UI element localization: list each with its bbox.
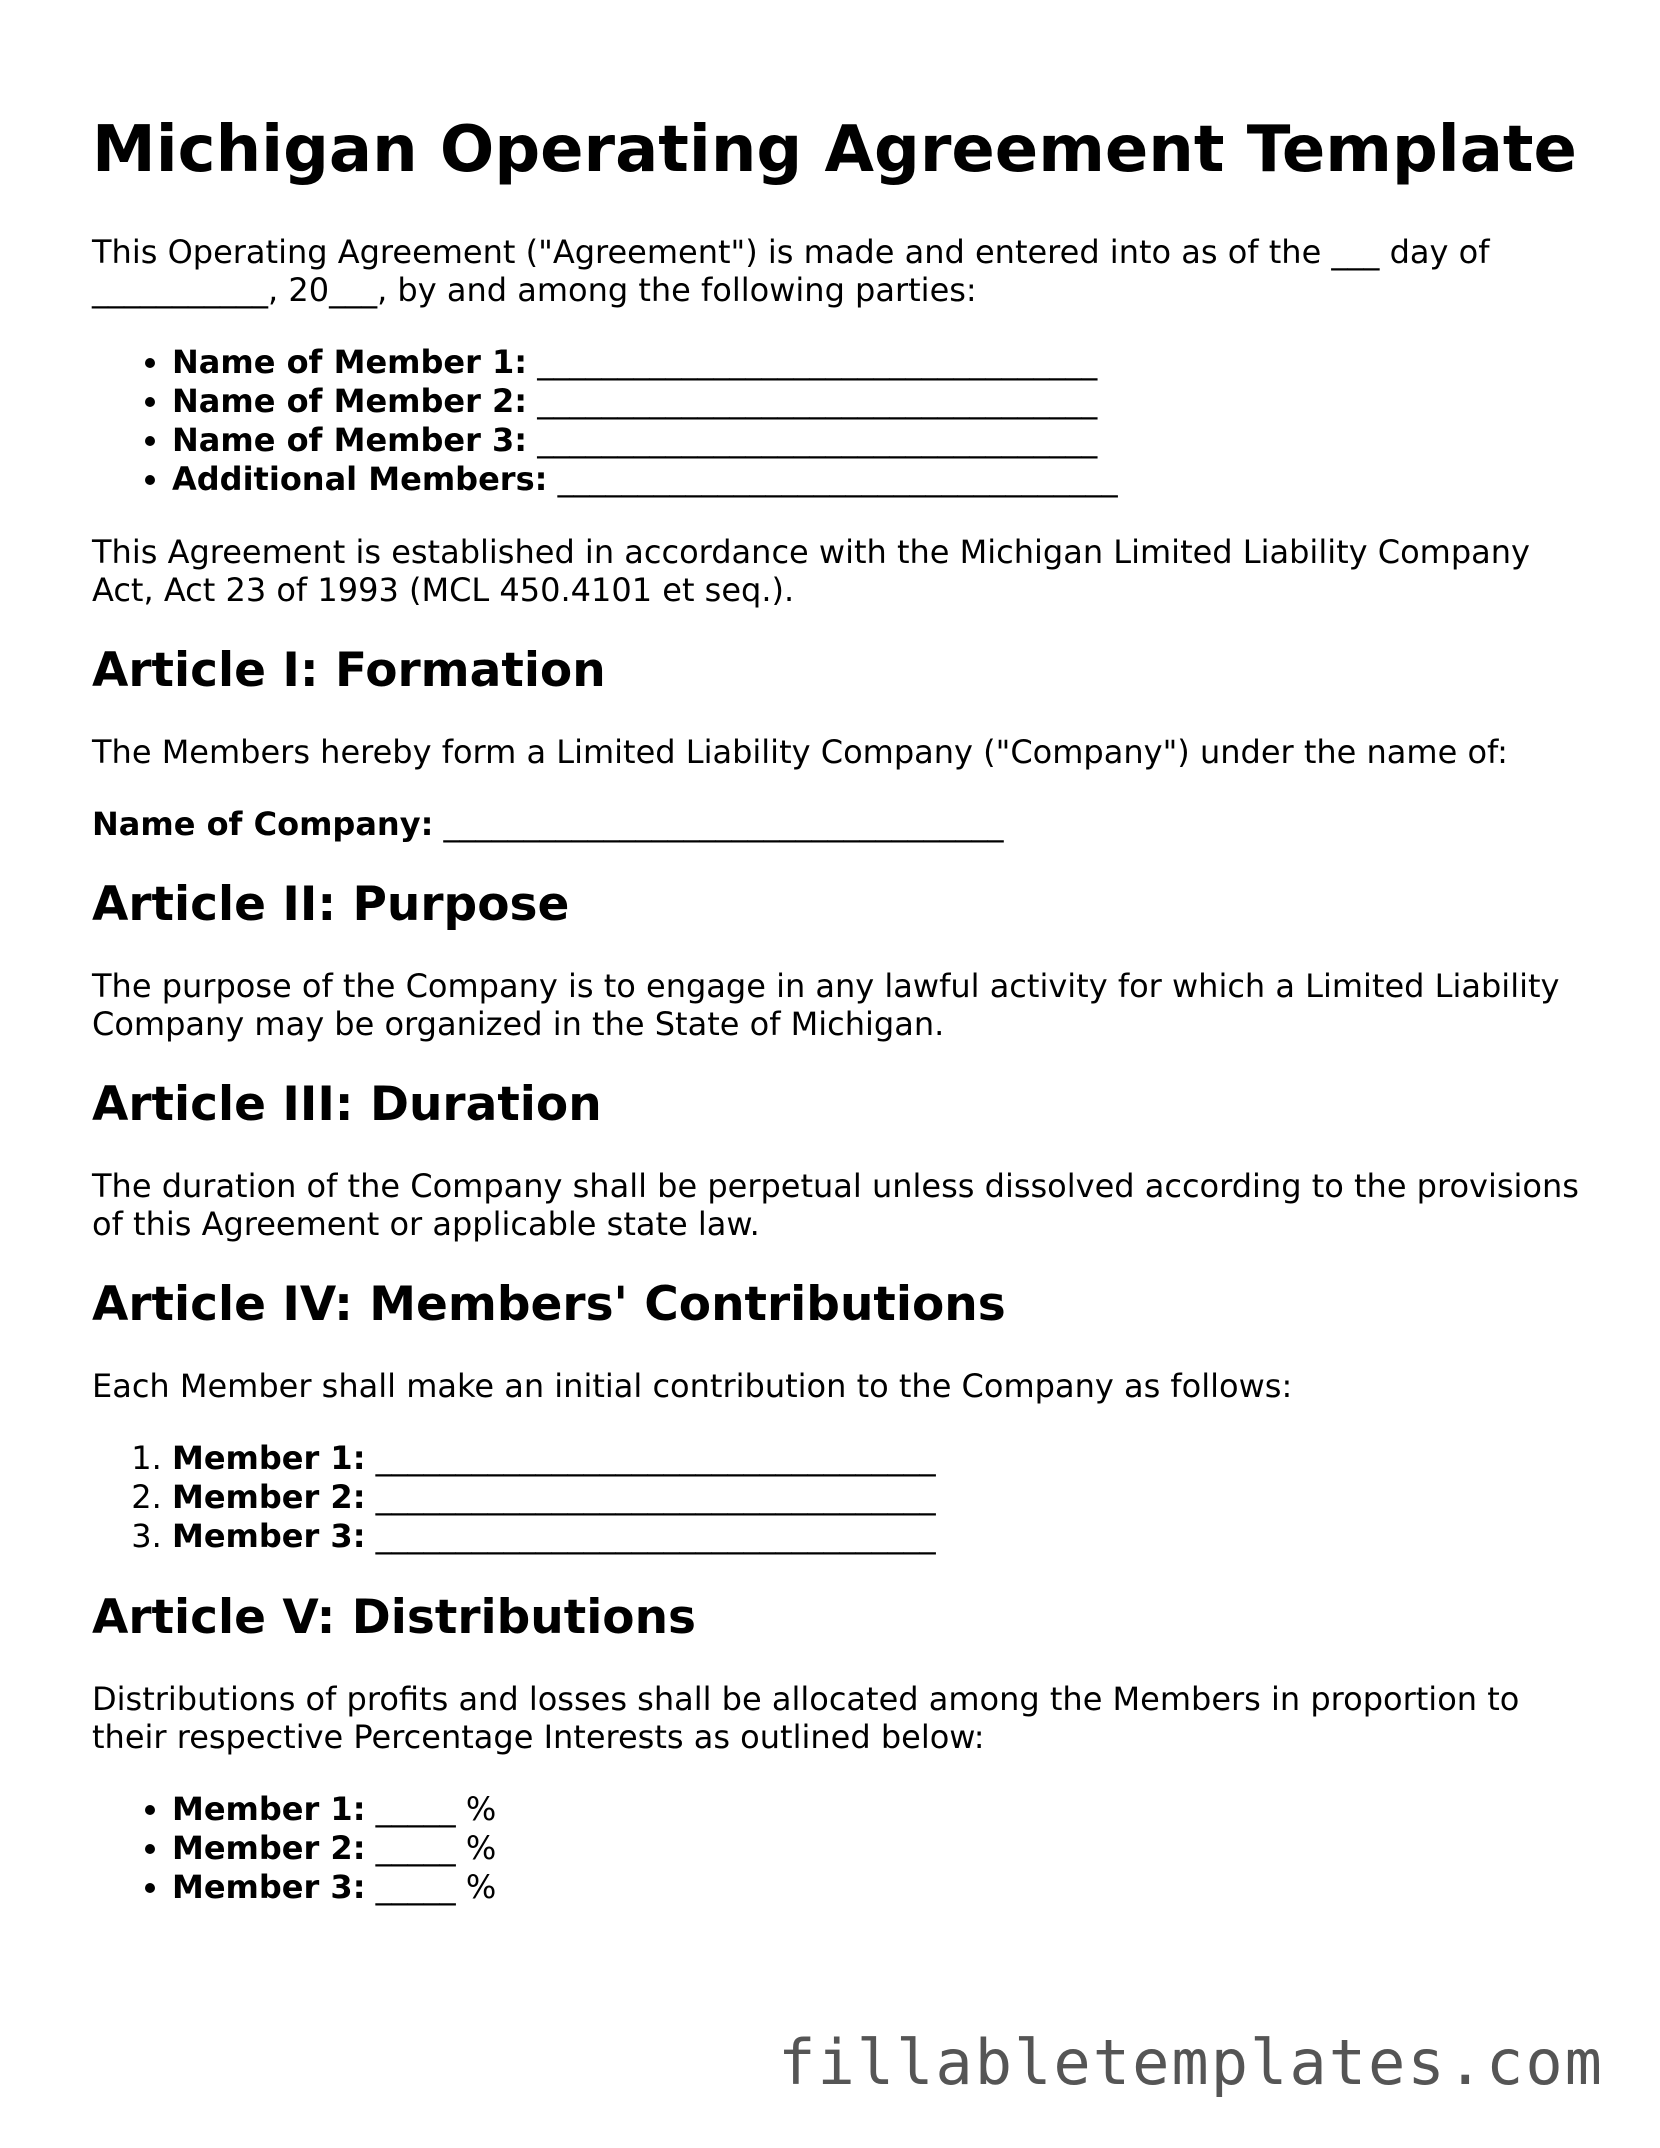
percent-sign: % (465, 1868, 497, 1906)
distribution-member-1-label: Member 1: (172, 1790, 366, 1828)
contribution-member-3-field[interactable]: ___________________________________ (375, 1517, 936, 1555)
article-3-heading: Article III: Duration (92, 1077, 602, 1132)
member-2-name-field[interactable]: ___________________________________ (537, 382, 1098, 420)
article-4-heading: Article IV: Members' Contributions (92, 1277, 1006, 1332)
list-item (172, 1478, 1582, 1517)
company-name-field[interactable]: ___________________________________ (443, 805, 1004, 843)
list-item (172, 382, 1582, 421)
document-page (92, 112, 1582, 1941)
article-5-heading: Article V: Distributions (92, 1590, 697, 1645)
contributions-list (92, 1439, 1582, 1556)
list-item (172, 421, 1582, 460)
distribution-member-2-field[interactable]: _____ (375, 1829, 456, 1867)
list-item (172, 460, 1582, 499)
act-statement: This Agreement is established in accordance with the Michigan Limited Liability Company Act, Act 23 of 1993 (MCL 450.4101 et seq.). (92, 533, 1530, 609)
company-name-line (92, 805, 1582, 843)
article-3-text: The duration of the Company shall be perpetual unless dissolved according to the provisions of this Agreement or applicable state law. (92, 1167, 1579, 1243)
list-item (172, 1868, 1582, 1907)
member-3-name-label: Name of Member 3: (172, 421, 528, 459)
contribution-member-2-label: Member 2: (172, 1478, 366, 1516)
company-name-label: Name of Company: (92, 805, 434, 843)
article-1-heading: Article I: Formation (92, 643, 606, 698)
list-item (172, 343, 1582, 382)
list-item (172, 1439, 1582, 1478)
additional-members-field[interactable]: ___________________________________ (557, 460, 1118, 498)
distribution-member-1-field[interactable]: _____ (375, 1790, 456, 1828)
article-2-heading: Article II: Purpose (92, 877, 570, 932)
distribution-member-2-label: Member 2: (172, 1829, 366, 1867)
document-title: Michigan Operating Agreement Template (92, 113, 1577, 187)
article-1-text: The Members hereby form a Limited Liability Company ("Company") under the name of: (92, 733, 1508, 771)
contribution-member-1-field[interactable]: ___________________________________ (375, 1439, 936, 1477)
member-1-name-label: Name of Member 1: (172, 343, 528, 381)
list-item (172, 1829, 1582, 1868)
distributions-list (92, 1790, 1582, 1907)
percent-sign: % (465, 1790, 497, 1828)
intro-paragraph: This Operating Agreement ("Agreement") is made and entered into as of the ___ day of ___________, 20___, by and among the following parties: (92, 233, 1490, 309)
list-item (172, 1517, 1582, 1556)
member-2-name-label: Name of Member 2: (172, 382, 528, 420)
additional-members-label: Additional Members: (172, 460, 548, 498)
article-4-text: Each Member shall make an initial contribution to the Company as follows: (92, 1367, 1293, 1405)
member-3-name-field[interactable]: ___________________________________ (537, 421, 1098, 459)
contribution-member-3-label: Member 3: (172, 1517, 366, 1555)
member-1-name-field[interactable]: ___________________________________ (537, 343, 1098, 381)
article-5-text: Distributions of profits and losses shall be allocated among the Members in proportion to their respective Percentage Interests as outlined below: (92, 1680, 1520, 1756)
distribution-member-3-field[interactable]: _____ (375, 1868, 456, 1906)
member-names-list (92, 343, 1582, 499)
distribution-member-3-label: Member 3: (172, 1868, 366, 1906)
watermark-text: fillabletemplates.com (778, 2026, 1604, 2099)
article-2-text: The purpose of the Company is to engage in any lawful activity for which a Limited Liability Company may be organized in the State of Michigan. (92, 967, 1560, 1043)
contribution-member-2-field[interactable]: ___________________________________ (375, 1478, 936, 1516)
list-item (172, 1790, 1582, 1829)
contribution-member-1-label: Member 1: (172, 1439, 366, 1477)
percent-sign: % (465, 1829, 497, 1867)
